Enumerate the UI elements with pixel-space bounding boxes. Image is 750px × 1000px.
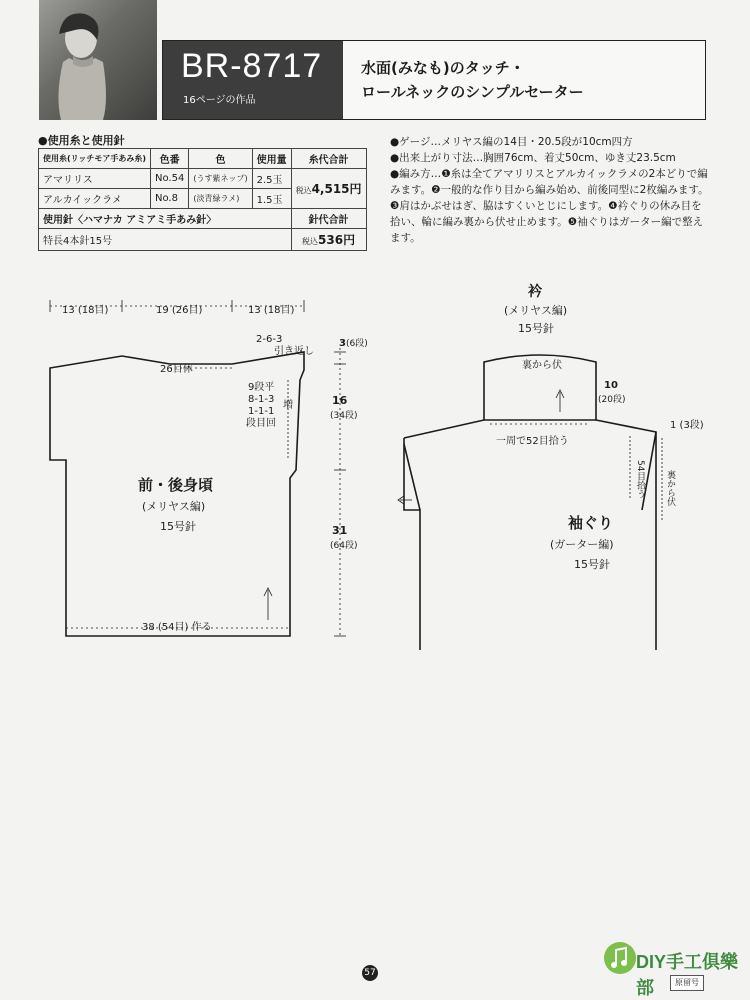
armhole-stitch: (ガーター編): [550, 538, 614, 551]
armhole-pickup: 54目拾う: [635, 460, 645, 499]
yarn-color: (うす紫ネップ): [189, 169, 252, 189]
increase-note-3: 1-1-1: [248, 406, 275, 417]
neck-rest-label: 26目休: [160, 364, 193, 375]
yarn-price: 4,515円: [311, 182, 362, 196]
height-mid-cm: 16: [332, 394, 348, 407]
music-note-icon: [602, 940, 638, 976]
needle-name: 特長4本針15号: [39, 229, 292, 251]
body-piece-title: 前・後身頃: [138, 476, 214, 494]
needle-price-heading: 針代合計: [291, 209, 366, 229]
increase-mark: 増: [283, 400, 293, 411]
shoulder-shaping-1: 2-6-3: [256, 334, 283, 345]
size-note: ●出来上がり寸法…胸囲76cm、着丈50cm、ゆき丈23.5cm: [390, 152, 676, 164]
body-piece-needle: 15号針: [160, 520, 196, 533]
collar-needle: 15号針: [518, 322, 554, 335]
needle-price: 536円: [318, 233, 356, 247]
col-color: 色: [189, 149, 252, 169]
pattern-code: BR-8717: [181, 47, 323, 85]
gauge-note: ●ゲージ…メリヤス編の14目・20.5段が10cm四方: [390, 136, 633, 148]
dim-right: 13 (18目): [248, 305, 295, 316]
collar-bind-off: 裏から伏: [522, 360, 562, 371]
yarn-amount: 1.5玉: [252, 189, 291, 209]
armhole-title: 袖ぐり: [568, 514, 614, 532]
title-line-1: 水面(みなも)のタッチ・: [361, 59, 525, 77]
height-top-cm: 3: [339, 338, 346, 349]
cast-on-label: 38 (54目) 作る: [142, 622, 212, 633]
needle-price-prefix: 税込: [302, 237, 319, 246]
dim-mid: 19 (26目): [156, 305, 203, 316]
height-top-rows: (6段): [346, 339, 368, 349]
yarn-no: No.54: [151, 169, 189, 189]
yarn-price-prefix: 税込: [295, 186, 312, 195]
page-number: 57: [362, 965, 378, 981]
collar-height-rows: (20段): [598, 395, 626, 405]
collar-pickup: 一周で52目拾う: [496, 436, 569, 447]
page-reference: 16ページの作品: [183, 95, 256, 106]
collar-stitch: (メリヤス編): [504, 304, 568, 317]
armhole-bind-off: 裏から伏: [665, 470, 675, 506]
needle-heading: 使用針〈ハマナカ アミアミ手あみ針〉: [39, 209, 292, 229]
yarn-no: No.8: [151, 189, 189, 209]
yarn-name: アルカイックラメ: [39, 189, 151, 209]
collar-height-cm: 10: [604, 380, 618, 391]
height-mid-rows: (34段): [330, 411, 358, 421]
materials-heading: ●使用糸と使用針: [38, 134, 125, 147]
collar-title: 衿: [528, 284, 542, 300]
col-yarn: 使用糸(リッチモア手あみ糸): [39, 149, 151, 169]
dim-left: 13 (18目): [62, 305, 109, 316]
yarn-name: アマリリス: [39, 169, 151, 189]
watermark-logo: [600, 938, 750, 996]
col-price: 糸代合計: [291, 149, 366, 169]
logo-text: DIY手工俱樂部: [636, 952, 739, 998]
shoulder-shaping-2: 引き返し: [274, 346, 314, 357]
height-low-cm: 31: [332, 524, 348, 537]
increase-note-2: 8-1-3: [248, 394, 275, 405]
col-color-no: 色番: [151, 149, 189, 169]
col-amount: 使用量: [252, 149, 291, 169]
armhole-needle: 15号針: [574, 558, 610, 571]
increase-note-4: 段目回: [246, 418, 276, 429]
method-note: ●編み方…❶糸は全てアマリリスとアルカイックラメの2本どりで編みます。❷一般的な作り目から編み始め、前後同型に2枚編みます。❸肩はかぶせはぎ、脇はすくいとじにします。❹衿ぐりの休み目を拾い、輪に編み裏から伏せ止めます。❺袖ぐりはガーター編で整えます。: [390, 168, 709, 244]
title-line-2: ロールネックのシンプルセーター: [361, 83, 584, 101]
body-piece-stitch: (メリヤス編): [142, 500, 206, 513]
yarn-amount: 2.5玉: [252, 169, 291, 189]
logo-badge: 原留号: [670, 975, 704, 991]
yarn-color: (淡青緑ラメ): [189, 189, 252, 209]
armhole-rows: 1 (3段): [670, 420, 704, 431]
increase-note-1: 9段平: [248, 382, 275, 393]
height-low-rows: (64段): [330, 541, 358, 551]
